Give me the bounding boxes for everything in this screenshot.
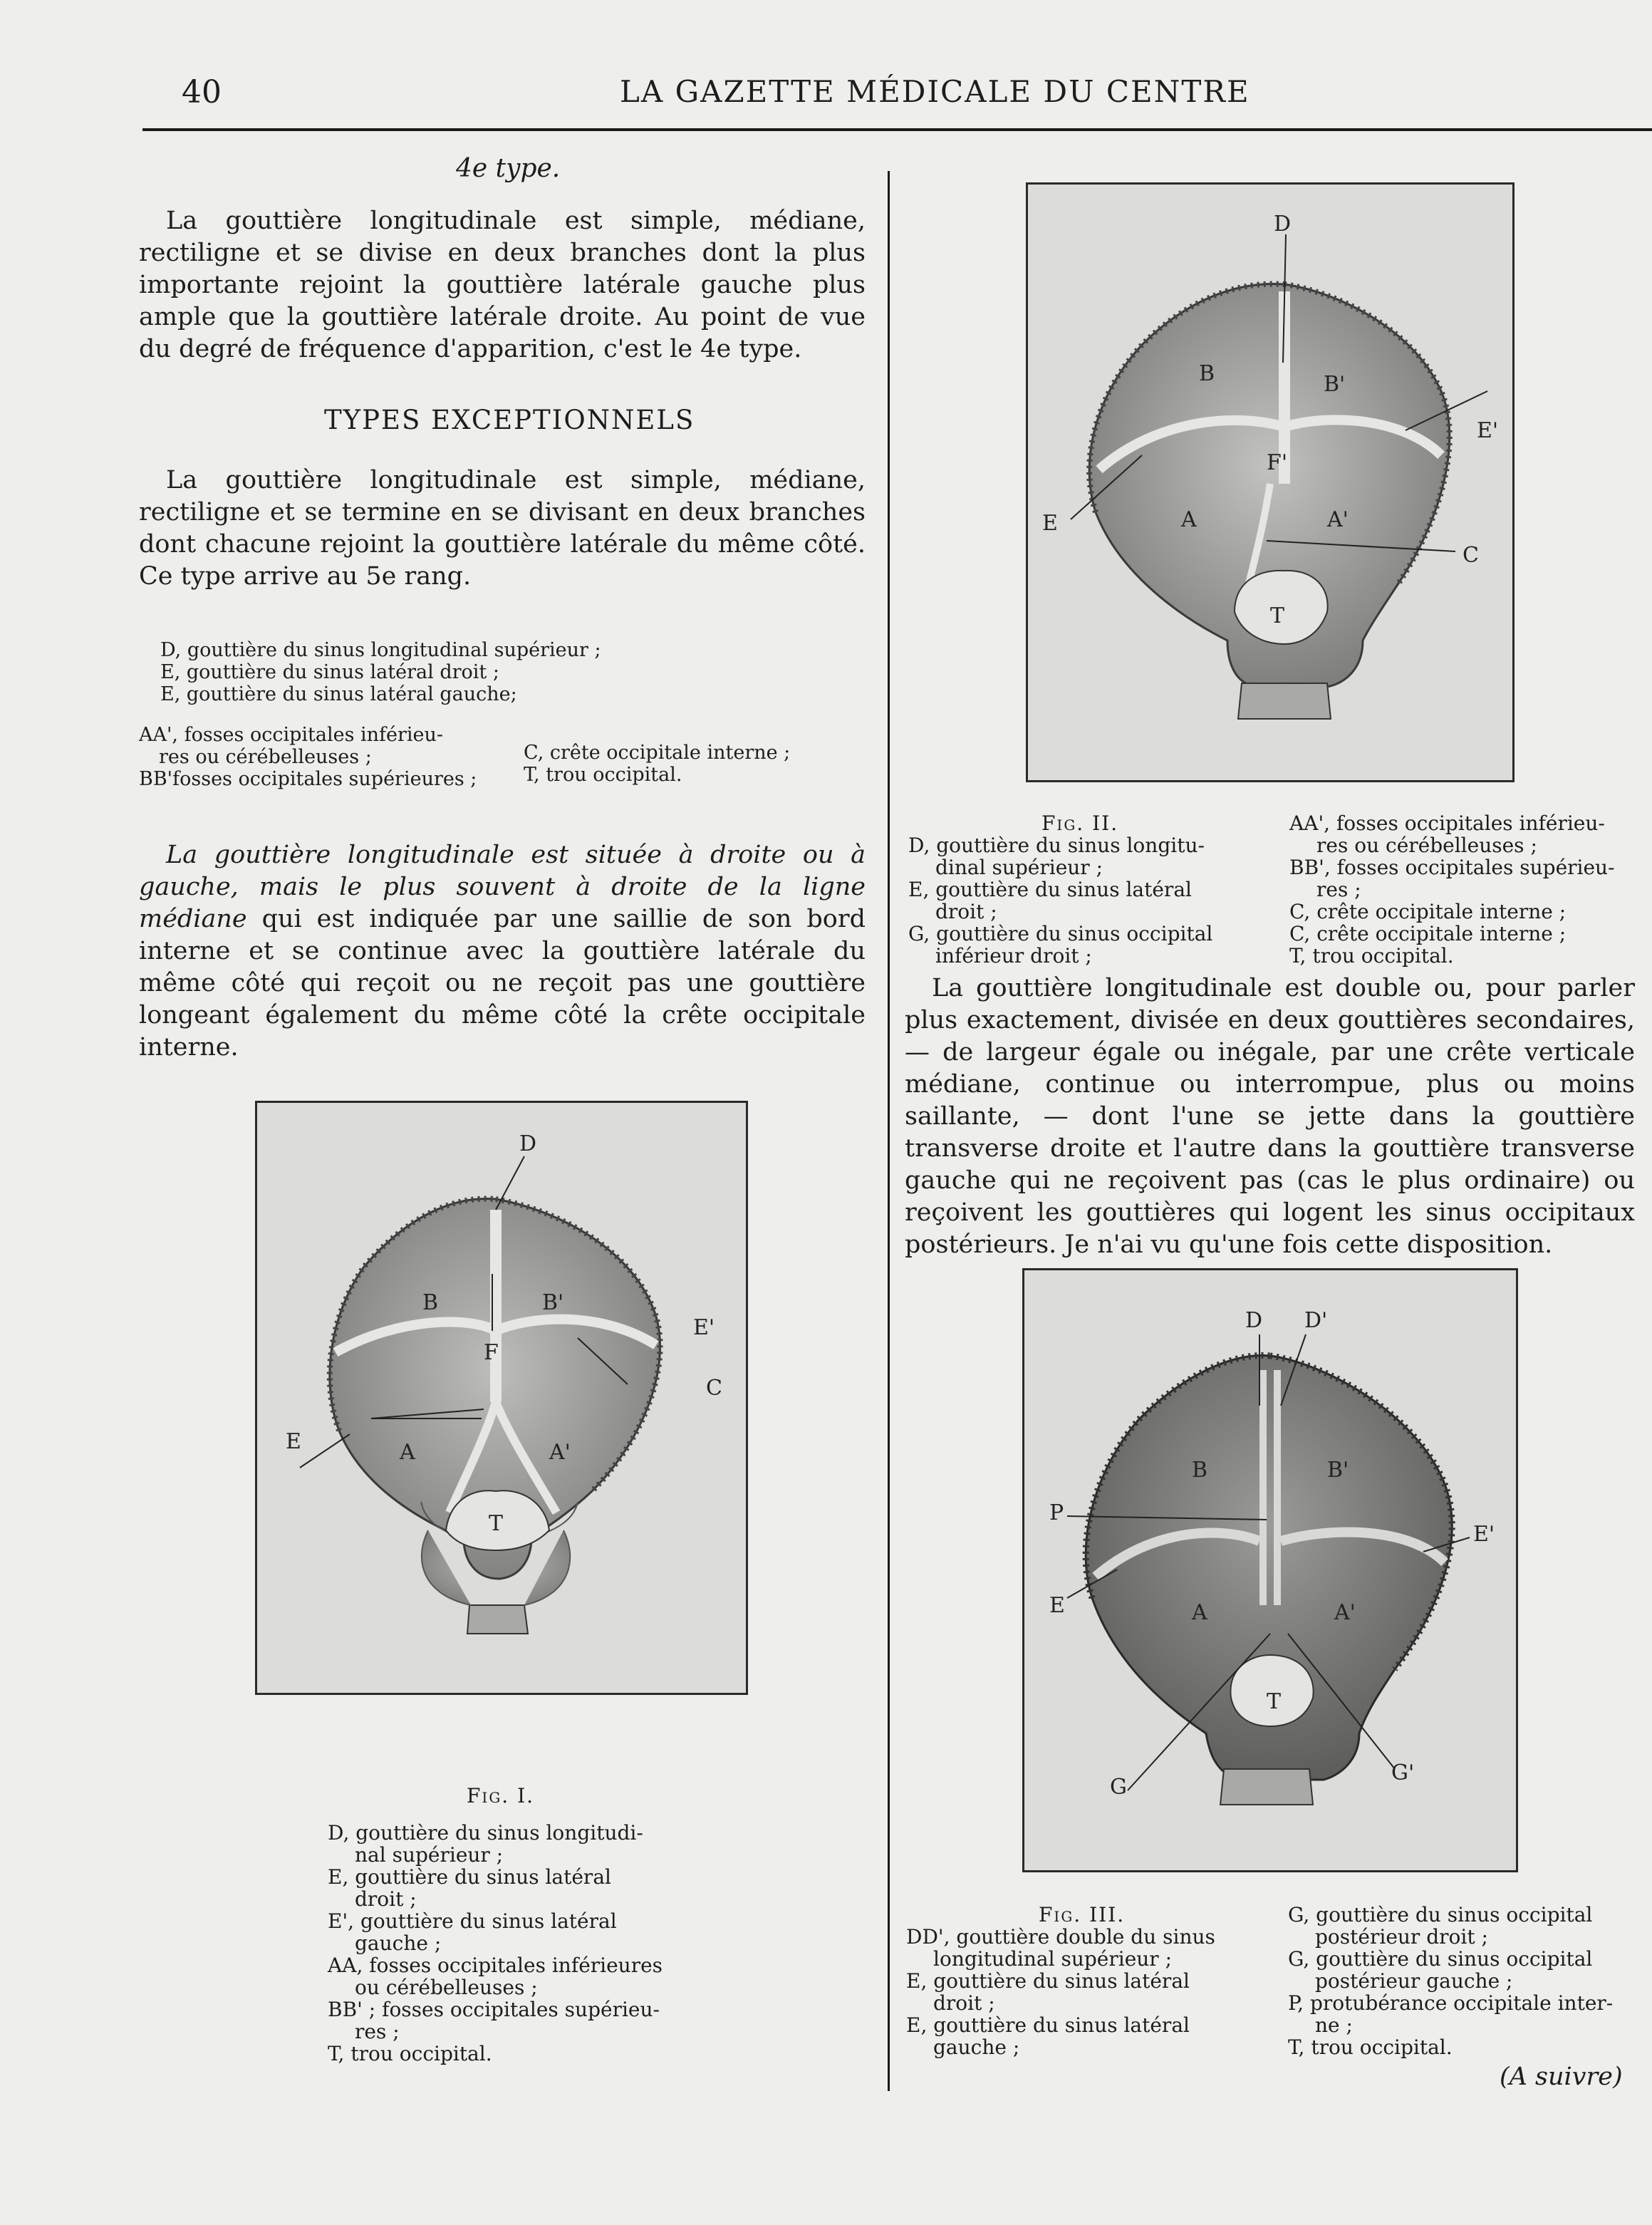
caption-line: BB' ; fosses occipitales supérieu-: [328, 1998, 660, 2021]
to-be-continued: (A suivre): [1500, 2063, 1623, 2091]
legend-line: E, gouttière du sinus latéral droit ;: [160, 661, 499, 683]
occipital-bone-illustration: [257, 1103, 746, 1693]
fig2-label-a2: A': [1327, 507, 1349, 532]
legend-line: E, gouttière du sinus latéral gauche;: [160, 683, 517, 705]
fig1-caption: [328, 1822, 663, 2065]
caption-line: gauche ;: [933, 2035, 1020, 2059]
caption-line: postérieur droit ;: [1315, 1925, 1488, 1949]
fig3-label-g: G: [1110, 1775, 1127, 1800]
caption-line: BB', fosses occipitales supérieu-: [1289, 856, 1615, 879]
fig2-label-a: A: [1181, 507, 1197, 532]
caption-line: E, gouttière du sinus latéral: [906, 2013, 1190, 2037]
caption-line: postérieur gauche ;: [1315, 1969, 1513, 1993]
fig3-label-p: P: [1049, 1500, 1064, 1525]
caption-line: E, gouttière du sinus latéral: [908, 878, 1192, 901]
fig1-label-a: A: [400, 1440, 415, 1465]
caption-line: D, gouttière du sinus longitu-: [908, 834, 1205, 857]
type4-paragraph: La gouttière longitudinale est simple, médiane, rectiligne et se divise en deux branches dont la plus importante rejoint la gouttière latérale gauche plus ample que la gouttière latérale droite. Au point de vue du degré de fréquence d'apparition, c'est le 4e type.: [139, 207, 866, 363]
type4-heading: 4e type.: [456, 154, 561, 183]
double-paragraph: La gouttière longitudinale est double ou, pour parler plus exactement, divisée en deux gouttières secondaires, — de largeur égale ou inégale, par une crête verticale médiane, continue ou interrompue, plus ou moins saillante, — dont l'une se jette dans la gouttière transverse droite et l'autre dans la gouttière transverse gauche qui ne reçoivent pas (cas le plus ordinaire) ou reçoivent les gouttières qui logent les sinus occipitaux postérieurs. Je n'ai vu qu'une fois cette disposition.: [905, 974, 1635, 1259]
fig1-label-t: T: [489, 1511, 504, 1536]
fig2-label-d: D: [1274, 212, 1292, 237]
caption-line: longitudinal supérieur ;: [933, 1947, 1173, 1971]
legend-left: [139, 724, 477, 790]
located-paragraph: [139, 839, 866, 1064]
caption-line: AA', fosses occipitales inférieu-: [1289, 811, 1605, 835]
figure-1: [255, 1101, 748, 1695]
journal-title: LA GAZETTE MÉDICALE DU CENTRE: [620, 74, 1250, 109]
caption-line: AA, fosses occipitales inférieures: [328, 1954, 663, 1977]
fig1-label-e2: E': [693, 1315, 715, 1340]
header-rule: [142, 128, 1652, 131]
caption-line: E, gouttière du sinus latéral: [906, 1969, 1190, 1993]
caption-line: E', gouttière du sinus latéral: [328, 1909, 617, 1933]
caption-line: P, protubérance occipitale inter-: [1288, 1991, 1614, 2015]
caption-line: droit ;: [933, 1991, 995, 2015]
caption-line: C, crête occipitale interne ;: [1289, 900, 1567, 923]
fig3-caption-right: [1288, 1904, 1613, 2058]
fig2-caption-left: [908, 834, 1212, 967]
caption-line: droit ;: [935, 900, 997, 923]
legend-line: D, gouttière du sinus longitudinal supérieur ;: [160, 639, 601, 661]
fig3-label-g2: G': [1391, 1760, 1415, 1785]
fig1-label-b2: B': [542, 1290, 564, 1315]
figure-2: [1026, 182, 1515, 782]
fig3-label-a2: A': [1334, 1600, 1356, 1625]
fig3-label-b2: B': [1327, 1458, 1349, 1483]
fig1-label-f: F: [484, 1340, 499, 1365]
legend-block: [160, 639, 601, 705]
caption-line: ou cérébelleuses ;: [355, 1976, 538, 1999]
page-number: 40: [182, 74, 222, 110]
fig2-label-c: C: [1463, 543, 1479, 568]
fig1-label-e: E: [286, 1429, 301, 1454]
fig1-label-d: D: [519, 1131, 537, 1156]
legend-right: [524, 742, 790, 786]
caption-line: dinal supérieur ;: [935, 856, 1103, 879]
fig2-label-b2: B': [1324, 372, 1346, 397]
fig2-label-t: T: [1270, 603, 1285, 628]
exceptional-heading: TYPES EXCEPTIONNELS: [324, 405, 695, 435]
caption-line: droit ;: [355, 1887, 417, 1911]
caption-line: inférieur droit ;: [935, 944, 1092, 968]
caption-line: res ;: [355, 2020, 400, 2043]
fig3-label-d: D: [1245, 1308, 1263, 1333]
exceptional-paragraph: La gouttière longitudinale est simple, médiane, rectiligne et se termine en se divisant en deux branches dont chacune rejoint la gouttière latérale du même côté. Ce type arrive au 5e rang.: [139, 466, 866, 591]
legend-line: res ou cérébelleuses ;: [159, 746, 372, 768]
caption-line: DD', gouttière double du sinus: [906, 1925, 1215, 1949]
caption-line: res ;: [1316, 878, 1361, 901]
occipital-bone-illustration: [1024, 1270, 1516, 1870]
caption-line: G, gouttière du sinus occipital: [1288, 1903, 1593, 1926]
fig3-label-a: A: [1192, 1600, 1207, 1625]
fig3-label-b: B: [1192, 1458, 1208, 1483]
fig1-label-c: C: [706, 1376, 722, 1401]
fig2-label-e: E: [1042, 511, 1058, 536]
fig3-caption-left: [906, 1926, 1215, 2058]
caption-line: T, trou occipital.: [1289, 944, 1454, 968]
caption-line: G, gouttière du sinus occipital: [1288, 1947, 1593, 1971]
italic-lead: La gouttière longitudinale est située à droite ou à gauche, mais le plus souvent à droite de la ligne médiane: [139, 841, 866, 933]
fig1-caption-title: Fig. I.: [467, 1784, 535, 1808]
legend-line: T, trou occipital.: [524, 764, 682, 786]
fig3-label-e2: E': [1473, 1522, 1495, 1547]
caption-line: T, trou occipital.: [328, 2042, 492, 2065]
fig1-label-b: B: [422, 1290, 439, 1315]
fig3-label-e: E: [1049, 1593, 1065, 1618]
figure-3: [1022, 1268, 1518, 1872]
fig2-label-e2: E': [1477, 418, 1499, 443]
fig3-label-t: T: [1267, 1689, 1282, 1714]
caption-line: ne ;: [1315, 2013, 1353, 2037]
occipital-bone-illustration: [1028, 185, 1512, 780]
fig2-label-b: B: [1199, 361, 1215, 386]
fig3-caption-title: Fig. III.: [1039, 1903, 1126, 1926]
legend-line: BB'fosses occipitales supérieures ;: [139, 768, 477, 790]
caption-line: nal supérieur ;: [355, 1843, 504, 1867]
fig1-label-a2: A': [549, 1440, 571, 1465]
fig2-label-f: F': [1267, 450, 1288, 475]
caption-line: D, gouttière du sinus longitudi-: [328, 1821, 643, 1845]
caption-line: res ou cérébelleuses ;: [1316, 834, 1537, 857]
legend-line: AA', fosses occipitales inférieu-: [139, 724, 444, 746]
fig3-label-d2: D': [1304, 1308, 1328, 1333]
caption-line: E, gouttière du sinus latéral: [328, 1865, 611, 1889]
paragraph-rest: qui est indiquée par une saillie de son bord interne et se continue avec la gouttière latérale du même côté qui reçoit ou ne reçoit pas une gouttière longeant également du même côté la crête occipitale interne.: [139, 905, 866, 1062]
fig2-caption-right: [1289, 812, 1615, 967]
column-divider: [888, 171, 890, 2091]
caption-line: gauche ;: [355, 1931, 442, 1955]
caption-line: C, crête occipitale interne ;: [1289, 922, 1567, 945]
caption-line: T, trou occipital.: [1288, 2035, 1453, 2059]
fig2-caption-title: Fig. II.: [1041, 811, 1119, 835]
legend-line: C, crête occipitale interne ;: [524, 742, 791, 764]
caption-line: G, gouttière du sinus occipital: [908, 922, 1213, 945]
